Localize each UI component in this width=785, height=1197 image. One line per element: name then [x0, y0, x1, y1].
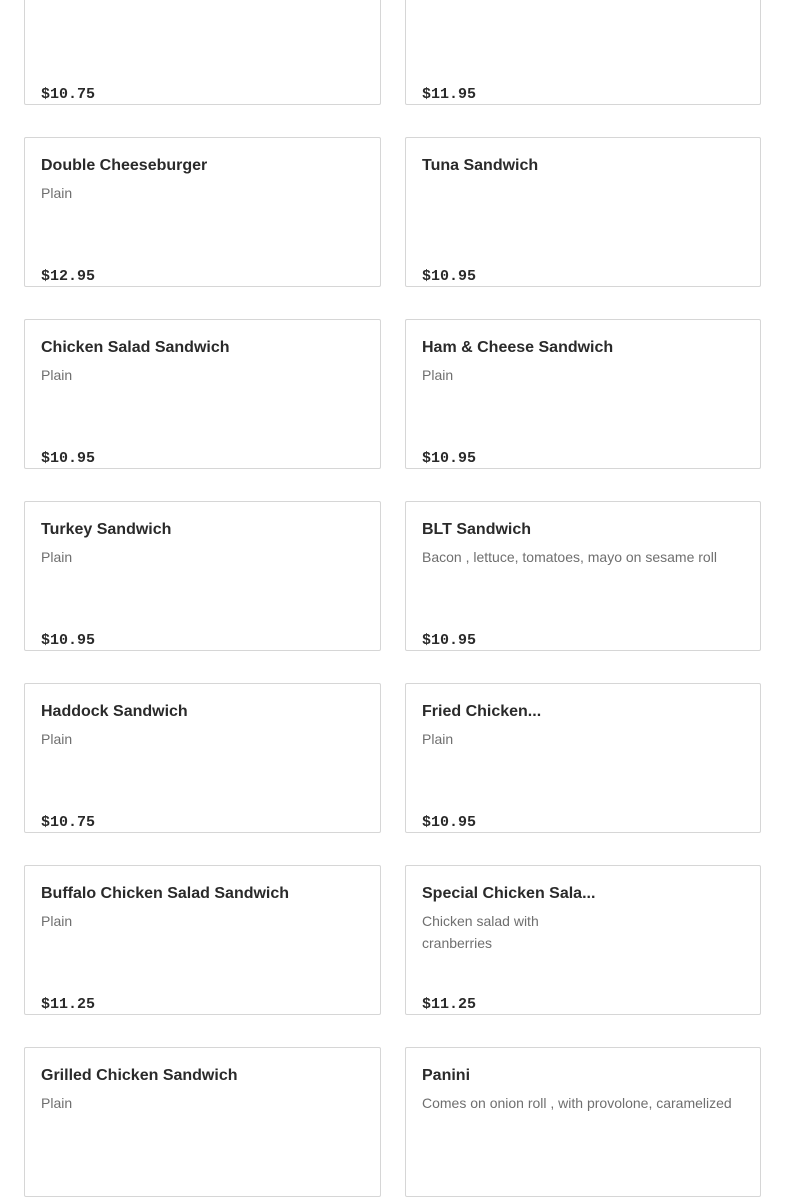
menu-item-description: Plain: [41, 549, 73, 565]
menu-item-price: $10.95: [422, 814, 477, 831]
menu-item-description: Plain: [41, 367, 73, 383]
menu-item-price: $10.75: [41, 86, 96, 103]
menu-item-description: Plain: [41, 731, 73, 747]
menu-item-name: Turkey Sandwich: [41, 521, 172, 538]
menu-item-description: Plain: [422, 731, 454, 747]
menu-item-name: Fried Chicken...: [422, 703, 542, 720]
menu-item-price: $10.95: [422, 268, 477, 285]
menu-item-card-panini[interactable]: [405, 1047, 761, 1197]
menu-item-card-blt-sandwich[interactable]: [405, 501, 761, 651]
menu-item-price: $10.75: [41, 814, 96, 831]
menu-item-card-haddock-sandwich[interactable]: [24, 683, 381, 833]
menu-item-card-turkey-sandwich[interactable]: [24, 501, 381, 651]
menu-item-price: $12.95: [41, 268, 96, 285]
menu-item-description: Plain: [41, 185, 73, 201]
menu-item-price: $10.95: [422, 632, 477, 649]
menu-item-price: $10.95: [422, 450, 477, 467]
menu-item-description: Comes on onion roll , with provolone, caramelized: [422, 1095, 732, 1111]
menu-item-name: BLT Sandwich: [422, 521, 532, 538]
menu-item-name: Tuna Sandwich: [422, 157, 539, 174]
menu-item-description: Chicken salad with cranberries: [422, 913, 539, 951]
menu-item-description: Plain: [41, 1095, 73, 1111]
menu-item-price: $10.95: [41, 450, 96, 467]
menu-item-card-special-chicken-salad[interactable]: [405, 865, 761, 1015]
menu-item-name: Haddock Sandwich: [41, 703, 188, 720]
menu-item-card-tuna-sandwich[interactable]: [405, 137, 761, 287]
menu-item-name: Chicken Salad Sandwich: [41, 339, 230, 356]
menu-item-price: $10.95: [41, 632, 96, 649]
menu-item-card[interactable]: [24, 0, 381, 105]
menu-item-card-fried-chicken[interactable]: [405, 683, 761, 833]
menu-item-description: Plain: [41, 913, 73, 929]
menu-item-description: Plain: [422, 367, 454, 383]
menu-item-name: Special Chicken Sala...: [422, 885, 596, 902]
menu-item-card-ham-cheese-sandwich[interactable]: [405, 319, 761, 469]
menu-item-price: $11.25: [41, 996, 96, 1013]
menu-item-description: Bacon , lettuce, tomatoes, mayo on sesame roll: [422, 549, 717, 565]
menu-item-name: Panini: [422, 1067, 471, 1084]
menu-item-card[interactable]: [405, 0, 761, 105]
menu-grid: [24, 0, 761, 1197]
menu-item-card-buffalo-chicken-salad-sandwich[interactable]: [24, 865, 381, 1015]
menu-item-card-double-cheeseburger[interactable]: [24, 137, 381, 287]
menu-item-name: Buffalo Chicken Salad Sandwich: [41, 885, 290, 902]
menu-item-card-chicken-salad-sandwich[interactable]: [24, 319, 381, 469]
menu-item-name: Double Cheeseburger: [41, 157, 208, 174]
menu-item-name: Grilled Chicken Sandwich: [41, 1067, 238, 1084]
menu-item-name: Ham & Cheese Sandwich: [422, 339, 614, 356]
menu-item-price: $11.95: [422, 86, 477, 103]
menu-item-price: $11.25: [422, 996, 477, 1013]
menu-item-card-grilled-chicken-sandwich[interactable]: [24, 1047, 381, 1197]
